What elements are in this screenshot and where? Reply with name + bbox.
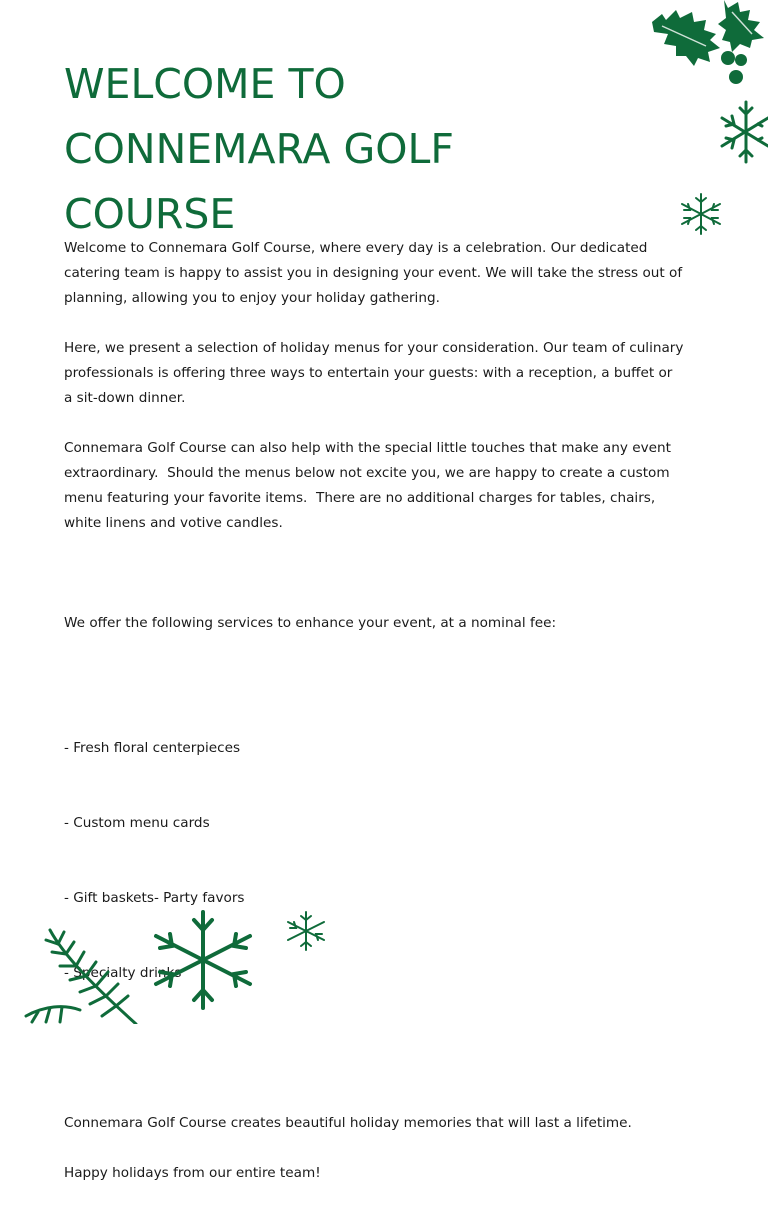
list-item: - Fresh floral centerpieces	[64, 740, 241, 756]
services-intro: We offer the following services to enhance your event, at a nominal fee:	[64, 615, 557, 631]
touches-paragraph: Connemara Golf Course can also help with the special little touches that make any event extraordinary. Should the menus below not excite you, we are happy to create a custom menu featuring your favorite items. There are no additional charges for tables, chairs, white linens and votive candles.	[64, 440, 676, 531]
page-title: WELCOME TO CONNEMARA GOLF COURSE	[64, 60, 454, 238]
list-item: - Specialty drinks	[64, 965, 182, 981]
holly-icon	[640, 0, 768, 95]
pine-branch-icon	[24, 926, 144, 1024]
snowflake-icon	[678, 192, 724, 236]
menus-paragraph: Here, we present a selection of holiday menus for your consideration. Our team of culinary professionals is offering three ways to entertain your guests: with a reception, a buffet or a sit-down dinner.	[64, 340, 688, 406]
list-item: - Gift baskets- Party favors	[64, 890, 245, 906]
snowflake-icon	[150, 908, 256, 1012]
signoff-paragraph: Happy holidays from our entire team!	[64, 1165, 321, 1181]
closing-paragraph: Connemara Golf Course creates beautiful holiday memories that will last a lifetime.	[64, 1115, 632, 1131]
snowflake-icon	[720, 98, 768, 166]
list-item: - Custom menu cards	[64, 815, 210, 831]
intro-paragraph: Welcome to Connemara Golf Course, where every day is a celebration. Our dedicated catering team is happy to assist you in designing your event. We will take the stress out of planning, allowing you to enjoy your holiday gathering.	[64, 240, 687, 306]
snowflake-icon	[284, 910, 328, 952]
document-body	[64, 236, 688, 1211]
